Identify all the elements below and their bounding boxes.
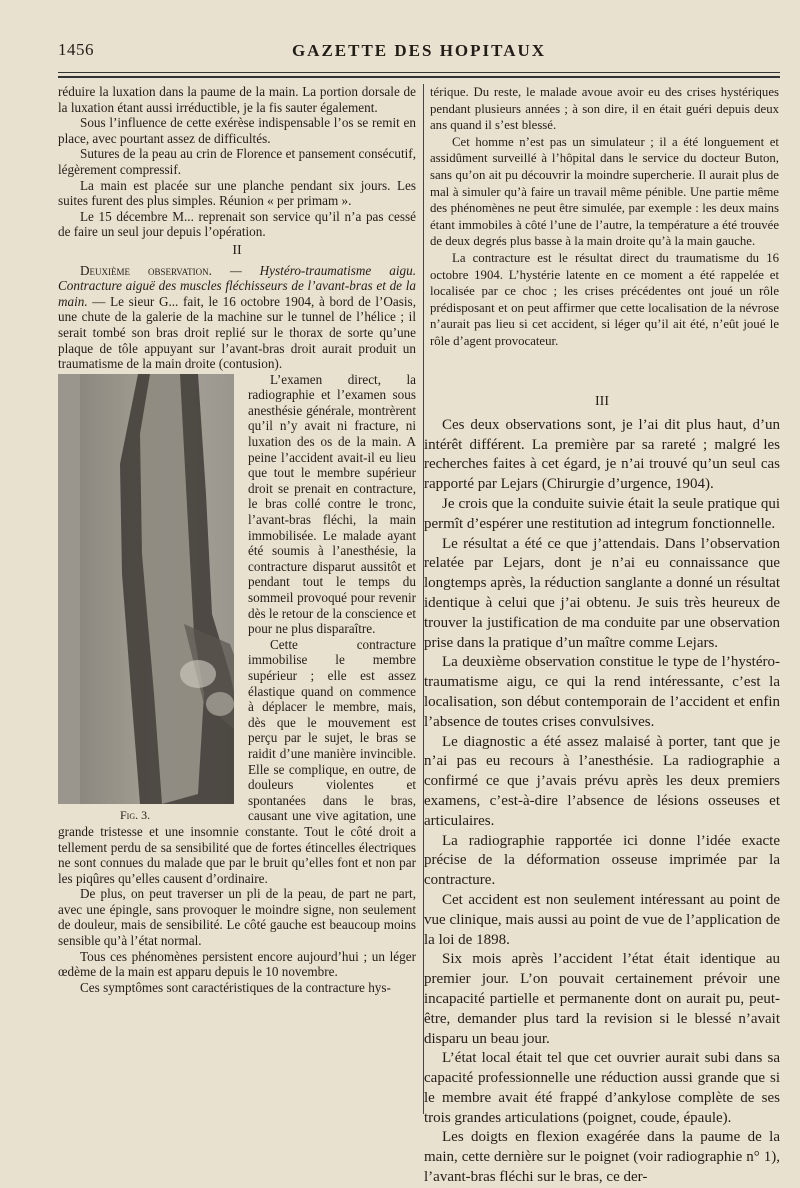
paragraph: Cet accident est non seulement intéressant au point de vue clinique, mais aussi au point de vue de l’application de la loi de 1898. xyxy=(424,891,780,948)
paragraph: Tous ces phénomènes persistent encore aujourd’hui ; un léger œdème de la main est apparu depuis le 10 novembre. xyxy=(58,948,416,980)
paragraph: La radiographie rapportée ici donne l’idée exacte précise de la déformation osseuse imprimée par la contracture. xyxy=(424,832,780,889)
observation-title: — Hystéro-traumatisme aigu. Contracture aiguë des muscles fléchisseurs de l’avant-bras et de la main. xyxy=(58,262,416,309)
header-rule xyxy=(58,72,780,73)
paragraph: Ces symptômes sont caractéristiques de la contracture hys- xyxy=(80,979,391,995)
right-column-section-iii xyxy=(424,389,780,1188)
section-number: III xyxy=(595,394,609,409)
page-header xyxy=(58,40,780,66)
observation-heading xyxy=(58,263,416,372)
paragraph: Cet homme n’est pas un simulateur ; il a été longuement et assidûment surveillé à l’hôpital dans le service du docteur Buton, sans qu’on ait pu découvrir la moindre supercherie. Il aurait plus de mal à simuler qu’à faire un travail même pénible. Une partie même des phénomènes ne peut être simulée, par exemple : les deux mains étant immobiles à côté l’une de l’autre, la température a été trouvée de deux degrés plus basse à la main droite qu’à la main gauche. xyxy=(430,134,779,249)
paragraph: Les doigts en flexion exagérée dans la paume de la main, cette dernière sur le poignet (voir radiographie n° 1), l’avant-bras fléchi sur le bras, ce der- xyxy=(424,1129,780,1186)
paragraph: térique. Du reste, le malade avoue avoir eu des crises hystériques pendant plusieurs années ; à son dire, il en était guéri depuis deux ans quand il s’est blessé. xyxy=(430,85,779,133)
observation-body: — Le sieur G... fait, le 16 octobre 1904, à bord de l’Oasis, une chute de la galerie de la machine sur le tunnel de l’hélice ; il serait tombé son bras droit replié sur le thorax de sorte qu’une plaque de tôle appuyant sur l’avant-bras droit aurait produit un traumatisme de la main droite (contusion). xyxy=(58,293,416,372)
paragraph-text: L’examen direct, la radiographie et l’examen sous anesthésie générale, montrèrent qu’il n’y avait ni fracture, ni luxation des os de la main. A peine l’accident avait-il eu lieu que tout le membre supérieur droit se prenait en contracture, le bras collé contre le tronc, l’avant-bras fléchi, la main immobilisée. Le malade ayant été soumis à l’anesthésie, la contracture disparut aussitôt et pendant tout le temps du sommeil provoqué pour revenir dès le retour de la conscience et pour ne plus disparaître. xyxy=(248,371,416,637)
paragraph: La deuxième observation constitue le type de l’hystéro-traumatisme aigu, ce qui la rend intéressante, c’est la localisation, son début contemporain de l’accident et enfin l’absence de toutes crises convulsives. xyxy=(424,654,780,730)
header-rule-thick xyxy=(58,76,780,78)
paragraph: La main est placée sur une planche pendant six jours. Les suites furent des plus simples. Réunion « per primam ». xyxy=(58,177,416,209)
section-number: II xyxy=(232,242,242,258)
paragraph: Cette contracture immobilise le membre supérieur ; elle est assez élastique quand on commence à déplacer le membre, mais, dès que le mouvement est perçu par le sujet, le bras se raidit d’une manière invincible. Elle se complique, en outre, de douleurs violentes et spontanées dans le bras, causant une vive agitation, une grande tristesse et une insomnie constante. Tout le côté droit a tellement perdu de sa sensibilité que de fortes étincelles électriques ne sont connues du malade que par le bruit qu’elles font et non par les piqûres qu’elles causent d’ordinaire. xyxy=(58,636,416,886)
paragraph: Ces deux observations sont, je l’ai dit plus haut, d’un intérêt différent. La première par sa rareté ; malgré les recherches faites à cet égard, je n’ai trouvé qu’un seul cas rapporté par Lejars (Chirurgie d’urgence, 1904). xyxy=(424,416,780,493)
paragraph: Le diagnostic a été assez malaisé à porter, tant que je n’ai pas eu recours à l’anesthésie. La radiographie a confirmé ce que j’avais prévu après les deux premiers examens, c’est-à-dire l’absence de lésions osseuses et articulaires. xyxy=(424,733,780,829)
page-number: 1456 xyxy=(58,40,94,59)
right-column xyxy=(430,84,779,350)
paragraph: Six mois après l’accident l’état était identique au premier jour. L’on pouvait certainement prévoir une incapacité partielle et permanente dont on aurait pu, peut-être, demander plus tard la revision si le blessé n’avait disparu un beau jour. xyxy=(424,951,780,1047)
paragraph: De plus, on peut traverser un pli de la peau, de part ne part, avec une épingle, sans provoquer le moindre signe, non seulement de douleur, mais de sensibilité. Le côté gauche est beaucoup moins sensible qu’à l’état normal. xyxy=(58,886,416,949)
paragraph: L’état local était tel que cet ouvrier aurait subi dans sa capacité professionnelle une réduction aussi grande que si le membre avait été frappé d’ankylose complète de ses trois grandes articulations (poignet, coude, épaule). xyxy=(424,1050,780,1126)
paragraph: Sous l’influence de cette exérèse indispensable l’os se remit en place, avec pourtant assez de difficultés. xyxy=(58,115,416,146)
radiograph-image xyxy=(58,374,234,804)
paragraph: Le résultat a été ce que j’attendais. Dans l’observation relatée par Lejars, dont je n’ai eu connaissance que longtemps après, la réduction sanglante a donné un résultat identique à celui que j’ai obtenu. Je suis très heureux de trouver la justification de ma conduite par une observation prise dans la pratique d’un maître comme Lejars. xyxy=(424,535,780,651)
running-title: GAZETTE DES HOPITAUX xyxy=(291,41,547,60)
figure-3 xyxy=(58,372,236,824)
left-column xyxy=(58,84,416,995)
paragraph: Le 15 décembre M... reprenait son service qu’il n’a pas cessé de faire un seul jour depuis l’opération. xyxy=(58,208,416,240)
observation-label: Deuxième observation. xyxy=(80,262,212,278)
figure-caption: Fig. 3. xyxy=(120,807,151,822)
paragraph: La contracture est le résultat direct du traumatisme du 16 octobre 1904. L’hystérie latente en ce moment a été rappelée et localisée par ce choc ; les crises précédentes ont joué un rôle prédisposant et on peut affirmer que cette localisation de la névrose n’aurait pas lieu si cet accident, si léger qu’il ait été, n’eût joué le rôle d’agent provocateur. xyxy=(430,250,779,348)
paragraph: réduire la luxation dans la paume de la main. La portion dorsale de la luxation étant aussi irréductible, je la fis sauter également. xyxy=(58,84,416,115)
paragraph: Je crois que la conduite suivie était la seule pratique qui permît d’espérer une restitution ad integrum fonctionnelle. xyxy=(424,495,780,532)
paragraph: Sutures de la peau au crin de Florence et pansement consécutif, légèrement compressif. xyxy=(58,146,416,177)
